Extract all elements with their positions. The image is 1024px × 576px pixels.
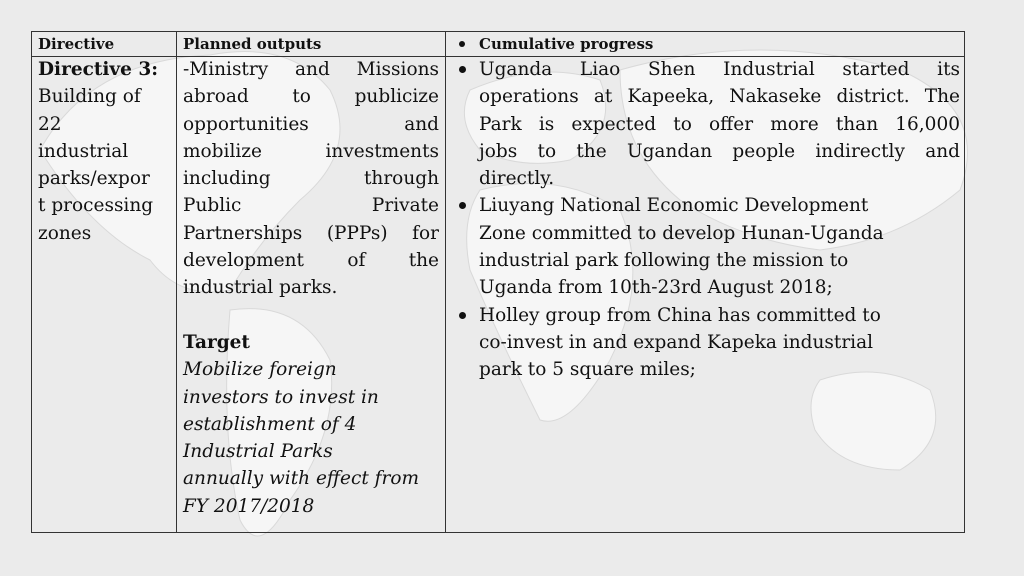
planned-output-line: including through <box>183 168 439 190</box>
progress-item <box>453 56 960 192</box>
directive-desc-line: parks/expor <box>38 168 150 190</box>
planned-output-line: opportunities and <box>183 113 439 135</box>
progress-line: park to 5 square miles; <box>479 359 696 381</box>
progress-line: directly. <box>479 168 555 190</box>
directive-desc-line: zones <box>38 222 92 244</box>
progress-line: Holley group from China has committed to <box>479 304 881 326</box>
planned-output-line: Public Private <box>183 195 439 217</box>
progress-item <box>453 192 960 301</box>
progress-cell <box>453 56 960 384</box>
progress-line: co-invest in and expand Kapeka industrial <box>479 331 874 353</box>
bullet-icon <box>459 66 466 73</box>
header-cumulative-progress-label: Cumulative progress <box>479 35 654 53</box>
progress-line: Uganda from 10th-23rd August 2018; <box>479 277 833 299</box>
directive-desc-line: t processing <box>38 195 154 217</box>
target-line: Industrial Parks <box>183 441 333 463</box>
planned-output-line: Partnerships (PPPs) for <box>183 222 439 244</box>
planned-output-last-line: industrial parks. <box>183 277 338 299</box>
bullet-icon <box>459 312 466 319</box>
directive-table <box>31 31 965 533</box>
progress-line: Liuyang National Economic Development <box>479 195 869 217</box>
target-label: Target <box>183 331 250 353</box>
target-line: FY 2017/2018 <box>183 495 315 517</box>
header-directive: Directive <box>38 35 115 53</box>
planned-output-line: development of the <box>183 250 439 272</box>
progress-line: Park is expected to offer more than 16,000 <box>479 113 960 135</box>
directive-desc-line: Building of <box>38 86 141 108</box>
directive-desc-line: 22 <box>38 113 62 135</box>
target-line: investors to invest in <box>183 386 379 408</box>
planned-output-line: abroad to publicize <box>183 86 439 108</box>
progress-line: operations at Kapeeka, Nakaseke district. The <box>479 86 960 108</box>
bullet-icon <box>459 41 465 47</box>
column-divider <box>445 32 446 532</box>
header-planned-outputs: Planned outputs <box>183 35 322 53</box>
directive-label: Directive 3: <box>38 59 159 80</box>
planned-outputs-cell <box>183 56 439 520</box>
progress-line: jobs to the Ugandan people indirectly and <box>479 140 960 162</box>
target-line: annually with effect from <box>183 468 420 490</box>
bullet-icon <box>459 202 466 209</box>
column-divider <box>176 32 177 532</box>
progress-line: Uganda Liao Shen Industrial started its <box>479 59 960 80</box>
header-cumulative-progress <box>453 32 958 56</box>
progress-line: industrial park following the mission to <box>479 250 849 272</box>
progress-line: Zone committed to develop Hunan-Uganda <box>479 222 884 244</box>
directive-desc-line: industrial <box>38 140 129 162</box>
target-line: establishment of 4 <box>183 413 357 435</box>
planned-output-line: mobilize investments <box>183 140 439 162</box>
planned-output-line: -Ministry and Missions <box>183 59 439 80</box>
target-line: Mobilize foreign <box>183 359 337 381</box>
progress-item <box>453 302 960 384</box>
directive-cell <box>38 56 174 247</box>
